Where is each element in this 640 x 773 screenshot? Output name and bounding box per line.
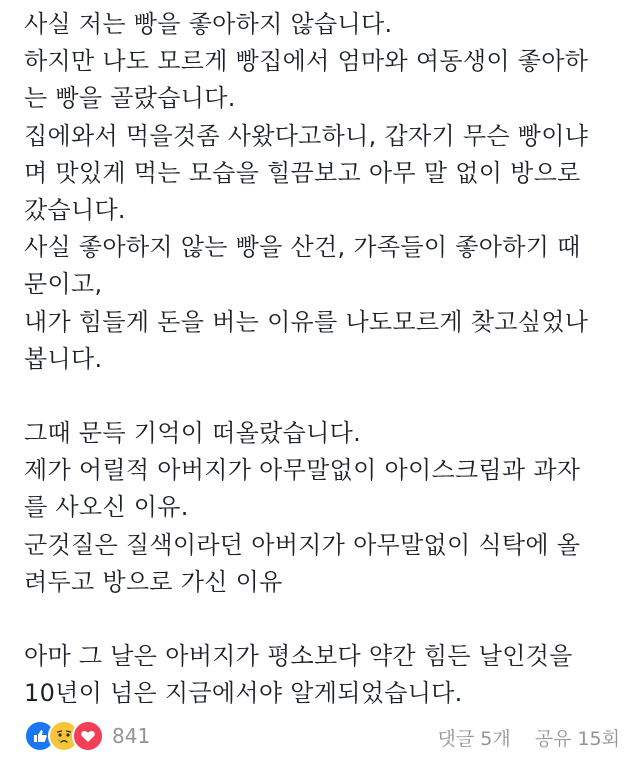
post-line-blank: [24, 601, 624, 638]
post-line: 를 사오신 이유.: [24, 493, 189, 522]
post-line: 군것질은 질색이라던 아버지가 아무말없이 식탁에 올: [24, 530, 581, 559]
post-line: 며 맛있게 먹는 모습을 힐끔보고 아무 말 없이 방으로: [24, 158, 581, 187]
post-line: 아마 그 날은 아버지가 평소보다 약간 힘든 날인것을: [24, 642, 573, 671]
post-line: 10년이 넘은 지금에서야 알게되었습니다.: [24, 679, 463, 708]
shares-link[interactable]: 공유 15회: [534, 728, 620, 750]
reaction-count: 841: [112, 724, 151, 748]
post-line: 봅니다.: [24, 344, 103, 373]
post-footer: [0, 712, 640, 762]
post-line: 그때 문득 기억이 떠올랐습니다.: [24, 419, 362, 448]
reactions-summary[interactable]: [24, 720, 150, 752]
post-line-blank: [24, 378, 624, 415]
post-line: 하지만 나도 모르게 빵집에서 엄마와 여동생이 좋아하: [24, 47, 589, 76]
post-line: 갔습니다.: [24, 195, 126, 224]
post-line: 사실 저는 빵을 좋아하지 않습니다.: [24, 10, 393, 38]
post-line: 려두고 방으로 가신 이유: [24, 567, 283, 596]
post-body: [24, 6, 624, 713]
post-meta: [438, 724, 620, 751]
post-line: 제가 어릴적 아버지가 아무말없이 아이스크림과 과자: [24, 456, 581, 485]
post-line: 사실 좋아하지 않는 빵을 산건, 가족들이 좋아하기 때: [24, 233, 581, 262]
comments-link[interactable]: 댓글 5개: [437, 728, 511, 750]
post-line: 문이고,: [24, 270, 103, 299]
love-icon: [72, 720, 104, 752]
post-line: 내가 힘들게 돈을 버는 이유를 나도모르게 찾고싶었나: [24, 307, 589, 336]
post-line: 는 빵을 골랐습니다.: [24, 84, 236, 113]
post-line: 집에와서 먹을것좀 사왔다고하니, 갑자기 무슨 빵이냐: [24, 121, 589, 150]
